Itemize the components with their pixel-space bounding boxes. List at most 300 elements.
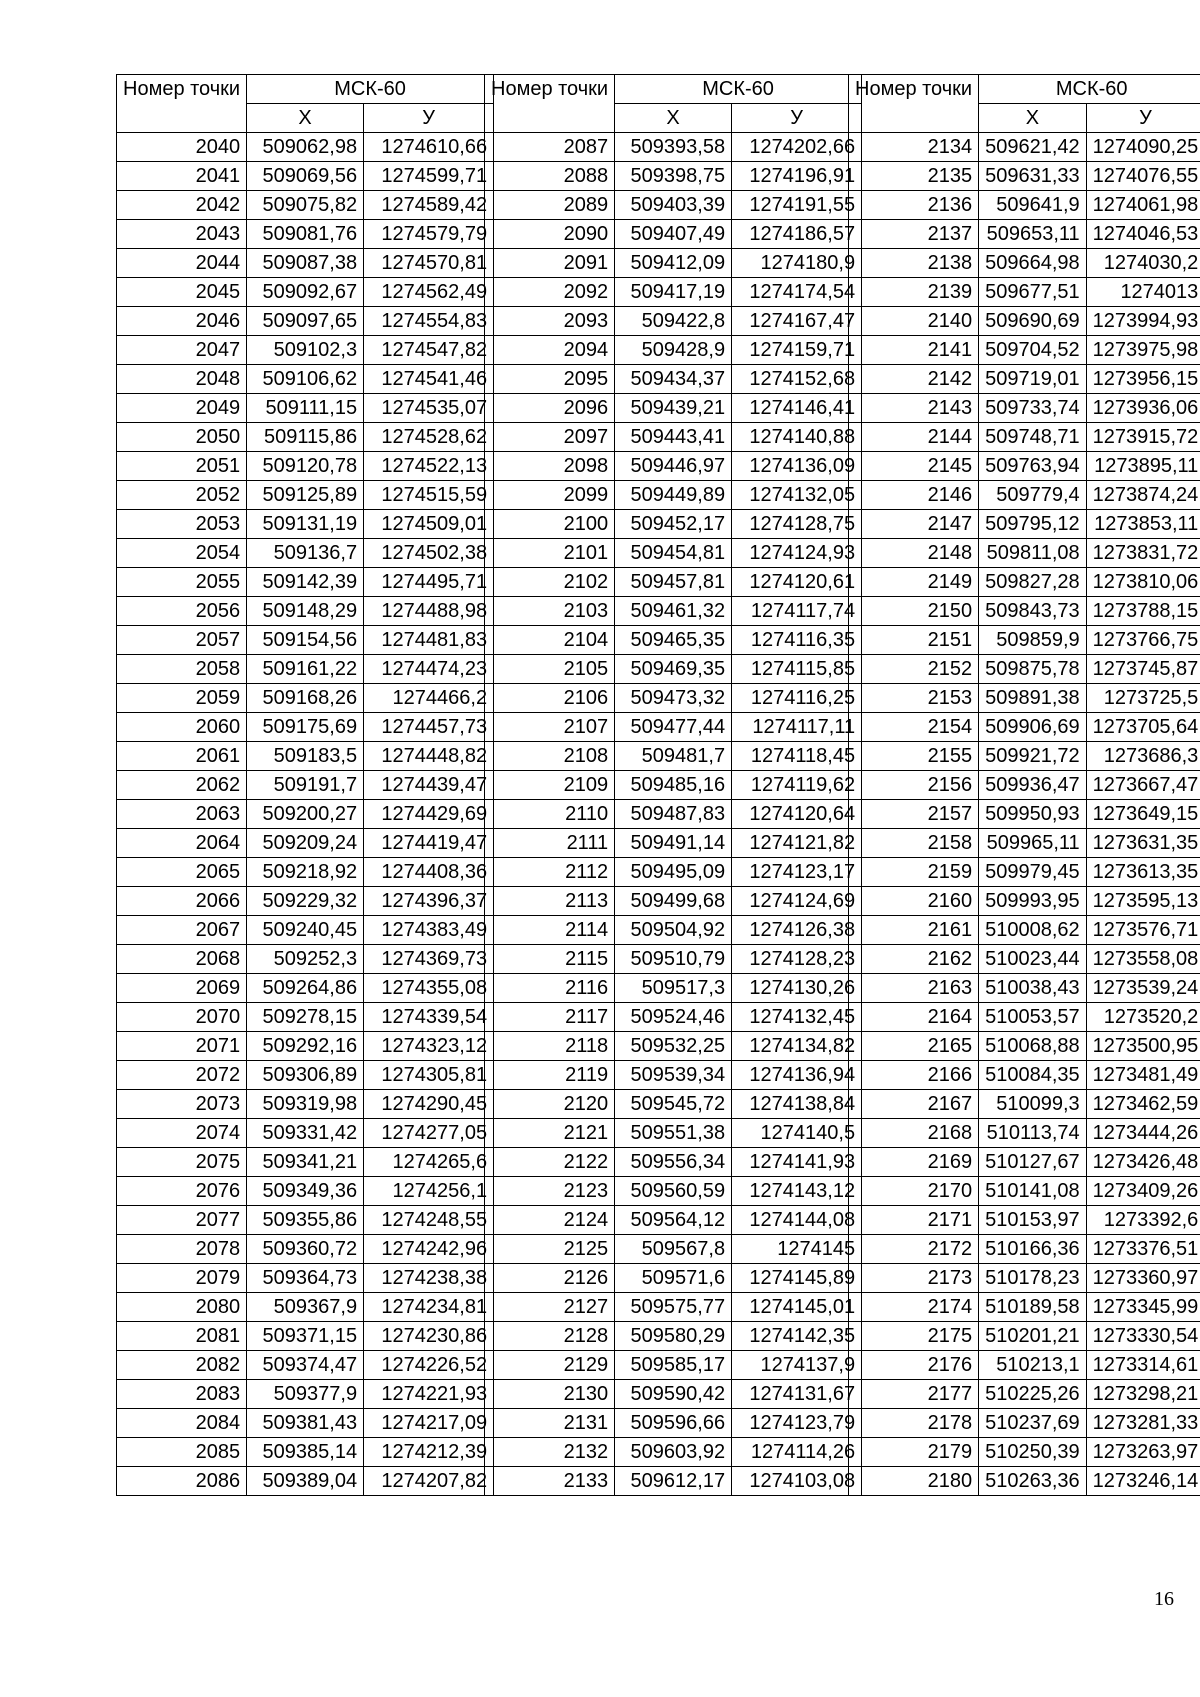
x-coordinate-cell: 509495,09 (615, 858, 732, 887)
x-coordinate-cell: 509465,35 (615, 626, 732, 655)
point-number-cell: 2060 (117, 713, 247, 742)
y-coordinate-cell: 1273481,49 (1086, 1061, 1200, 1090)
y-coordinate-cell: 1273376,51 (1086, 1235, 1200, 1264)
y-coordinate-cell: 1273520,2 (1086, 1003, 1200, 1032)
y-coordinate-cell: 1274570,81 (364, 249, 494, 278)
x-coordinate-cell: 509292,16 (247, 1032, 364, 1061)
y-coordinate-cell: 1274474,23 (364, 655, 494, 684)
y-coordinate-cell: 1274167,47 (732, 307, 862, 336)
table-row (849, 1322, 1200, 1351)
table-row (849, 1090, 1200, 1119)
y-coordinate-cell: 1274117,74 (732, 597, 862, 626)
table-row (485, 1148, 862, 1177)
table-row (485, 481, 862, 510)
y-coordinate-cell: 1273766,75 (1086, 626, 1200, 655)
y-coordinate-cell: 1274265,6 (364, 1148, 494, 1177)
x-coordinate-cell: 509374,47 (247, 1351, 364, 1380)
y-coordinate-cell: 1274277,05 (364, 1119, 494, 1148)
x-coordinate-cell: 509487,83 (615, 800, 732, 829)
point-number-cell: 2059 (117, 684, 247, 713)
y-coordinate-cell: 1274140,88 (732, 423, 862, 452)
point-number-cell: 2126 (485, 1264, 615, 1293)
point-number-cell: 2099 (485, 481, 615, 510)
point-number-cell: 2058 (117, 655, 247, 684)
table-row (849, 713, 1200, 742)
point-number-cell: 2052 (117, 481, 247, 510)
table-row (849, 1351, 1200, 1380)
table-row (117, 1409, 494, 1438)
table-row (117, 452, 494, 481)
table-row (485, 510, 862, 539)
table-row (117, 655, 494, 684)
x-coordinate-cell: 509434,37 (615, 365, 732, 394)
y-coordinate-cell: 1274610,66 (364, 133, 494, 162)
x-coordinate-cell: 510213,1 (979, 1351, 1087, 1380)
y-coordinate-cell: 1273500,95 (1086, 1032, 1200, 1061)
x-coordinate-cell: 510141,08 (979, 1177, 1087, 1206)
table-row (849, 1119, 1200, 1148)
y-coordinate-cell: 1274090,25 (1086, 133, 1200, 162)
table-row (485, 945, 862, 974)
table-row (117, 191, 494, 220)
point-number-cell: 2089 (485, 191, 615, 220)
y-coordinate-cell: 1274136,09 (732, 452, 862, 481)
x-coordinate-cell: 509142,39 (247, 568, 364, 597)
x-coordinate-cell: 509510,79 (615, 945, 732, 974)
table-row (849, 626, 1200, 655)
y-coordinate-cell: 1274152,68 (732, 365, 862, 394)
table-row (117, 1003, 494, 1032)
x-coordinate-cell: 509092,67 (247, 278, 364, 307)
x-coordinate-cell: 509319,98 (247, 1090, 364, 1119)
point-number-header: Номер точки (849, 75, 979, 133)
x-coordinate-cell: 509443,41 (615, 423, 732, 452)
point-number-cell: 2110 (485, 800, 615, 829)
point-number-cell: 2043 (117, 220, 247, 249)
x-coordinate-cell: 510099,3 (979, 1090, 1087, 1119)
y-coordinate-cell: 1274146,41 (732, 394, 862, 423)
table-row (485, 423, 862, 452)
table-row (849, 1032, 1200, 1061)
point-number-cell: 2145 (849, 452, 979, 481)
table-row (485, 1467, 862, 1496)
table-row (485, 539, 862, 568)
table-row (849, 1206, 1200, 1235)
y-coordinate-cell: 1274134,82 (732, 1032, 862, 1061)
table-row (485, 1235, 862, 1264)
x-coordinate-cell: 509748,71 (979, 423, 1087, 452)
point-number-cell: 2120 (485, 1090, 615, 1119)
table-row (849, 1264, 1200, 1293)
x-coordinate-cell: 509398,75 (615, 162, 732, 191)
y-coordinate-cell: 1274226,52 (364, 1351, 494, 1380)
point-number-cell: 2135 (849, 162, 979, 191)
point-number-cell: 2159 (849, 858, 979, 887)
point-number-cell: 2042 (117, 191, 247, 220)
point-number-cell: 2113 (485, 887, 615, 916)
y-coordinate-cell: 1274141,93 (732, 1148, 862, 1177)
y-coordinate-cell: 1274013 (1086, 278, 1200, 307)
x-coordinate-cell: 509719,01 (979, 365, 1087, 394)
x-coordinate-cell: 509641,9 (979, 191, 1087, 220)
point-number-cell: 2076 (117, 1177, 247, 1206)
x-coordinate-cell: 509827,28 (979, 568, 1087, 597)
point-number-cell: 2137 (849, 220, 979, 249)
point-number-cell: 2112 (485, 858, 615, 887)
y-coordinate-cell: 1274145 (732, 1235, 862, 1264)
y-coordinate-cell: 1273392,6 (1086, 1206, 1200, 1235)
point-number-cell: 2104 (485, 626, 615, 655)
point-number-cell: 2068 (117, 945, 247, 974)
coordinates-table-1 (116, 74, 494, 1496)
point-number-cell: 2176 (849, 1351, 979, 1380)
point-number-cell: 2063 (117, 800, 247, 829)
y-coordinate-cell: 1273298,21 (1086, 1380, 1200, 1409)
x-coordinate-cell: 509371,15 (247, 1322, 364, 1351)
table-row (485, 1206, 862, 1235)
x-coordinate-cell: 510178,23 (979, 1264, 1087, 1293)
x-coordinate-cell: 509704,52 (979, 336, 1087, 365)
point-number-cell: 2175 (849, 1322, 979, 1351)
y-coordinate-cell: 1274383,49 (364, 916, 494, 945)
y-coordinate-cell: 1274120,61 (732, 568, 862, 597)
table-row (849, 1148, 1200, 1177)
table-row (849, 1061, 1200, 1090)
table-row (849, 1467, 1200, 1496)
x-coordinate-cell: 509993,95 (979, 887, 1087, 916)
table-row (117, 945, 494, 974)
x-coordinate-cell: 509381,43 (247, 1409, 364, 1438)
x-coordinate-cell: 509136,7 (247, 539, 364, 568)
point-number-cell: 2083 (117, 1380, 247, 1409)
x-coordinate-cell: 509209,24 (247, 829, 364, 858)
point-number-cell: 2158 (849, 829, 979, 858)
x-coordinate-cell: 509154,56 (247, 626, 364, 655)
table-row (117, 278, 494, 307)
x-coordinate-cell: 510237,69 (979, 1409, 1087, 1438)
y-coordinate-cell: 1274118,45 (732, 742, 862, 771)
y-coordinate-cell: 1274128,75 (732, 510, 862, 539)
point-number-cell: 2040 (117, 133, 247, 162)
x-coordinate-cell: 509469,35 (615, 655, 732, 684)
point-number-cell: 2090 (485, 220, 615, 249)
x-coordinate-cell: 509161,22 (247, 655, 364, 684)
table-row (485, 365, 862, 394)
point-number-cell: 2107 (485, 713, 615, 742)
table-row (849, 800, 1200, 829)
table-row (485, 1380, 862, 1409)
point-number-cell: 2079 (117, 1264, 247, 1293)
y-coordinate-cell: 1273613,35 (1086, 858, 1200, 887)
x-coordinate-cell: 509081,76 (247, 220, 364, 249)
x-coordinate-cell: 509218,92 (247, 858, 364, 887)
y-coordinate-cell: 1274589,42 (364, 191, 494, 220)
y-coordinate-cell: 1274128,23 (732, 945, 862, 974)
table-row (117, 365, 494, 394)
point-number-cell: 2055 (117, 568, 247, 597)
y-coordinate-cell: 1274124,69 (732, 887, 862, 916)
point-number-cell: 2094 (485, 336, 615, 365)
point-number-cell: 2150 (849, 597, 979, 626)
table-row (849, 1235, 1200, 1264)
point-number-cell: 2151 (849, 626, 979, 655)
x-coordinate-cell: 509843,73 (979, 597, 1087, 626)
y-coordinate-cell: 1273956,15 (1086, 365, 1200, 394)
y-coordinate-cell: 1273576,71 (1086, 916, 1200, 945)
table-row (117, 800, 494, 829)
x-coordinate-cell: 509859,9 (979, 626, 1087, 655)
point-number-header: Номер точки (117, 75, 247, 133)
y-coordinate-cell: 1274132,05 (732, 481, 862, 510)
y-coordinate-cell: 1273539,24 (1086, 974, 1200, 1003)
point-number-cell: 2078 (117, 1235, 247, 1264)
point-number-cell: 2168 (849, 1119, 979, 1148)
table-row (485, 916, 862, 945)
point-number-cell: 2097 (485, 423, 615, 452)
y-coordinate-cell: 1274140,5 (732, 1119, 862, 1148)
y-coordinate-cell: 1274123,17 (732, 858, 862, 887)
point-number-cell: 2117 (485, 1003, 615, 1032)
table-row (849, 191, 1200, 220)
table-row (849, 916, 1200, 945)
table-row (485, 887, 862, 916)
x-header: Х (247, 104, 364, 133)
table-row (485, 713, 862, 742)
y-coordinate-cell: 1274114,26 (732, 1438, 862, 1467)
x-coordinate-cell: 509183,5 (247, 742, 364, 771)
coordinate-system-header: МСК-60 (247, 75, 494, 104)
table-row (485, 452, 862, 481)
table-row (117, 133, 494, 162)
point-number-cell: 2075 (117, 1148, 247, 1177)
x-coordinate-cell: 509422,8 (615, 307, 732, 336)
point-number-cell: 2127 (485, 1293, 615, 1322)
point-number-cell: 2141 (849, 336, 979, 365)
point-number-cell: 2166 (849, 1061, 979, 1090)
point-number-cell: 2140 (849, 307, 979, 336)
x-coordinate-cell: 509331,42 (247, 1119, 364, 1148)
x-coordinate-cell: 509891,38 (979, 684, 1087, 713)
table-row (485, 1119, 862, 1148)
point-number-cell: 2177 (849, 1380, 979, 1409)
table-row (485, 597, 862, 626)
table-row (117, 394, 494, 423)
x-coordinate-cell: 509229,32 (247, 887, 364, 916)
table-row (117, 1119, 494, 1148)
x-coordinate-cell: 509564,12 (615, 1206, 732, 1235)
y-coordinate-cell: 1274230,86 (364, 1322, 494, 1351)
y-coordinate-cell: 1273725,5 (1086, 684, 1200, 713)
x-coordinate-cell: 509454,81 (615, 539, 732, 568)
x-coordinate-cell: 509811,08 (979, 539, 1087, 568)
point-number-cell: 2146 (849, 481, 979, 510)
y-coordinate-cell: 1273330,54 (1086, 1322, 1200, 1351)
table-row (485, 626, 862, 655)
x-header: Х (615, 104, 732, 133)
x-coordinate-cell: 510225,26 (979, 1380, 1087, 1409)
x-coordinate-cell: 509389,04 (247, 1467, 364, 1496)
point-number-cell: 2053 (117, 510, 247, 539)
x-coordinate-cell: 509069,56 (247, 162, 364, 191)
x-coordinate-cell: 510166,36 (979, 1235, 1087, 1264)
x-coordinate-cell: 510113,74 (979, 1119, 1087, 1148)
point-number-cell: 2132 (485, 1438, 615, 1467)
y-coordinate-cell: 1274159,71 (732, 336, 862, 365)
point-number-cell: 2164 (849, 1003, 979, 1032)
x-coordinate-cell: 510038,43 (979, 974, 1087, 1003)
x-coordinate-cell: 509446,97 (615, 452, 732, 481)
y-coordinate-cell: 1273705,64 (1086, 713, 1200, 742)
y-coordinate-cell: 1274116,35 (732, 626, 862, 655)
x-coordinate-cell: 510189,58 (979, 1293, 1087, 1322)
y-coordinate-cell: 1274131,67 (732, 1380, 862, 1409)
point-number-cell: 2180 (849, 1467, 979, 1496)
x-coordinate-cell: 510053,57 (979, 1003, 1087, 1032)
point-number-cell: 2066 (117, 887, 247, 916)
y-coordinate-cell: 1274541,46 (364, 365, 494, 394)
point-number-cell: 2130 (485, 1380, 615, 1409)
x-coordinate-cell: 509252,3 (247, 945, 364, 974)
x-coordinate-cell: 509545,72 (615, 1090, 732, 1119)
y-coordinate-cell: 1274554,83 (364, 307, 494, 336)
table-row (849, 1438, 1200, 1467)
x-coordinate-cell: 509175,69 (247, 713, 364, 742)
y-coordinate-cell: 1274103,08 (732, 1467, 862, 1496)
x-coordinate-cell: 509585,17 (615, 1351, 732, 1380)
y-coordinate-cell: 1274046,53 (1086, 220, 1200, 249)
y-coordinate-cell: 1273444,26 (1086, 1119, 1200, 1148)
table-row (485, 336, 862, 365)
y-coordinate-cell: 1273874,24 (1086, 481, 1200, 510)
y-coordinate-cell: 1273558,08 (1086, 945, 1200, 974)
point-number-cell: 2046 (117, 307, 247, 336)
point-number-cell: 2148 (849, 539, 979, 568)
y-coordinate-cell: 1274145,01 (732, 1293, 862, 1322)
y-coordinate-cell: 1274528,62 (364, 423, 494, 452)
point-number-cell: 2124 (485, 1206, 615, 1235)
table-row (485, 278, 862, 307)
table-row (849, 945, 1200, 974)
point-number-cell: 2179 (849, 1438, 979, 1467)
point-number-cell: 2169 (849, 1148, 979, 1177)
x-coordinate-cell: 509590,42 (615, 1380, 732, 1409)
table-row (117, 1177, 494, 1206)
table-row (849, 481, 1200, 510)
x-coordinate-cell: 510068,88 (979, 1032, 1087, 1061)
table-row (117, 1061, 494, 1090)
table-row (117, 887, 494, 916)
table-row (117, 162, 494, 191)
table-row (117, 249, 494, 278)
y-coordinate-cell: 1274509,01 (364, 510, 494, 539)
x-coordinate-cell: 509491,14 (615, 829, 732, 858)
table-row (849, 307, 1200, 336)
point-number-cell: 2143 (849, 394, 979, 423)
table-row (485, 1090, 862, 1119)
point-number-cell: 2054 (117, 539, 247, 568)
x-coordinate-cell: 509936,47 (979, 771, 1087, 800)
y-coordinate-cell: 1273595,13 (1086, 887, 1200, 916)
y-coordinate-cell: 1274515,59 (364, 481, 494, 510)
table-row (117, 307, 494, 336)
table-row (117, 1090, 494, 1119)
x-coordinate-cell: 509621,42 (979, 133, 1087, 162)
y-coordinate-cell: 1274116,25 (732, 684, 862, 713)
point-number-cell: 2091 (485, 249, 615, 278)
y-coordinate-cell: 1274256,1 (364, 1177, 494, 1206)
point-number-cell: 2101 (485, 539, 615, 568)
x-coordinate-cell: 509168,26 (247, 684, 364, 713)
x-coordinate-cell: 509439,21 (615, 394, 732, 423)
y-coordinate-cell: 1273314,61 (1086, 1351, 1200, 1380)
y-coordinate-cell: 1274115,85 (732, 655, 862, 684)
x-coordinate-cell: 509664,98 (979, 249, 1087, 278)
table-row (485, 249, 862, 278)
table-row (117, 1293, 494, 1322)
x-coordinate-cell: 509111,15 (247, 394, 364, 423)
point-number-cell: 2048 (117, 365, 247, 394)
point-number-cell: 2172 (849, 1235, 979, 1264)
x-coordinate-cell: 509603,92 (615, 1438, 732, 1467)
x-coordinate-cell: 509477,44 (615, 713, 732, 742)
point-number-cell: 2092 (485, 278, 615, 307)
point-number-cell: 2041 (117, 162, 247, 191)
y-coordinate-cell: 1274202,66 (732, 133, 862, 162)
point-number-cell: 2056 (117, 597, 247, 626)
table-row (117, 1264, 494, 1293)
y-coordinate-cell: 1274119,62 (732, 771, 862, 800)
table-row (849, 597, 1200, 626)
table-row (117, 974, 494, 1003)
x-coordinate-cell: 509106,62 (247, 365, 364, 394)
x-coordinate-cell: 509575,77 (615, 1293, 732, 1322)
y-coordinate-cell: 1274221,93 (364, 1380, 494, 1409)
y-coordinate-cell: 1274126,38 (732, 916, 862, 945)
y-coordinate-cell: 1274196,91 (732, 162, 862, 191)
coordinates-table-2 (484, 74, 862, 1496)
y-coordinate-cell: 1274242,96 (364, 1235, 494, 1264)
y-coordinate-cell: 1274495,71 (364, 568, 494, 597)
point-number-cell: 2144 (849, 423, 979, 452)
y-coordinate-cell: 1274466,2 (364, 684, 494, 713)
point-number-cell: 2147 (849, 510, 979, 539)
y-coordinate-cell: 1274522,13 (364, 452, 494, 481)
x-coordinate-cell: 509965,11 (979, 829, 1087, 858)
x-coordinate-cell: 509367,9 (247, 1293, 364, 1322)
x-coordinate-cell: 509653,11 (979, 220, 1087, 249)
x-coordinate-cell: 509120,78 (247, 452, 364, 481)
x-coordinate-cell: 509539,34 (615, 1061, 732, 1090)
table-row (117, 916, 494, 945)
point-number-cell: 2044 (117, 249, 247, 278)
x-coordinate-cell: 510084,35 (979, 1061, 1087, 1090)
point-number-cell: 2160 (849, 887, 979, 916)
x-coordinate-cell: 509875,78 (979, 655, 1087, 684)
point-number-cell: 2051 (117, 452, 247, 481)
y-coordinate-cell: 1274138,84 (732, 1090, 862, 1119)
y-coordinate-cell: 1273915,72 (1086, 423, 1200, 452)
point-number-cell: 2165 (849, 1032, 979, 1061)
x-coordinate-cell: 509407,49 (615, 220, 732, 249)
x-coordinate-cell: 509452,17 (615, 510, 732, 539)
y-coordinate-cell: 1274535,07 (364, 394, 494, 423)
table-row (117, 1351, 494, 1380)
table-row (117, 597, 494, 626)
x-coordinate-cell: 509763,94 (979, 452, 1087, 481)
table-row (117, 1380, 494, 1409)
point-number-cell: 2170 (849, 1177, 979, 1206)
y-coordinate-cell: 1274030,2 (1086, 249, 1200, 278)
